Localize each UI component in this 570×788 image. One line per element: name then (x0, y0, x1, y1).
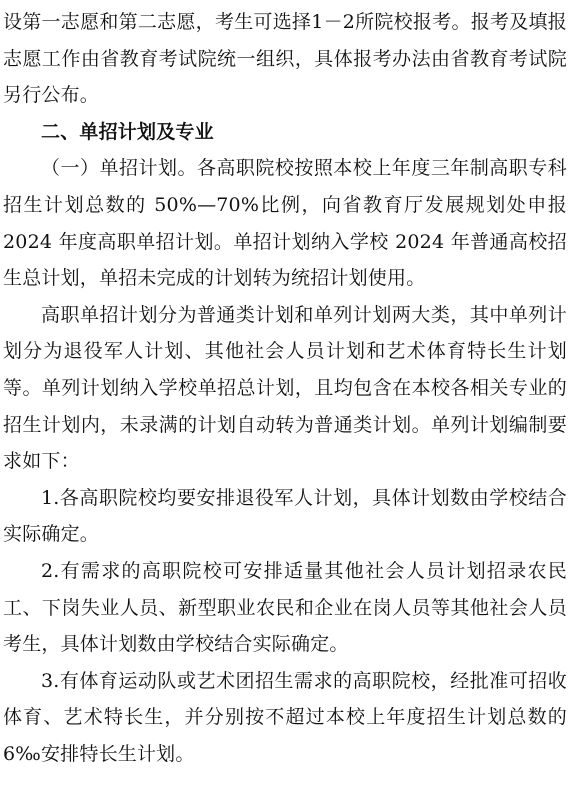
subsection-label: （一）单招计划。 (41, 157, 197, 180)
intro-paragraph: 设第一志愿和第二志愿，考生可选择1－2所院校报考。报考及填报志愿工作由省教育考试院统一组织，具体报考办法由省教育考试院另行公布。 (3, 11, 567, 107)
section-heading: 二、单招计划及专业 (41, 120, 214, 143)
plan-paragraph-1-text: 各高职院校按照本校上年度三年制高职专科招生计划总数的 50%—70%比例，向省教育厅发展规划处申报 2024 年度高职单招计划。单招计划纳入学校 2024 年普通高校招生总计划，单招未完成的计划转为统招计划使用。 (3, 157, 567, 290)
requirement-item-1: 1.各高职院校均要安排退役军人计划，具体计划数由学校结合实际确定。 (3, 486, 567, 546)
requirement-item-2: 2.有需求的高职院校可安排适量其他社会人员计划招录农民工、下岗失业人员、新型职业农民和企业在岗人员等其他社会人员考生，具体计划数由学校结合实际确定。 (3, 559, 567, 656)
requirement-item-3: 3.有体育运动队或艺术团招生需求的高职院校，经批准可招收体育、艺术特长生，并分别按不超过本校上年度招生计划总数的6‰安排特长生计划。 (3, 669, 567, 765)
plan-paragraph-1 (3, 150, 567, 296)
plan-paragraph-2: 高职单招计划分为普通类计划和单列计划两大类，其中单列计划分为退役军人计划、其他社会人员计划和艺术体育特长生计划等。单列计划纳入学校单招总计划，且均包含在本校各相关专业的招生计划内，未录满的计划自动转为普通类计划。单列计划编制要求如下： (3, 303, 567, 473)
